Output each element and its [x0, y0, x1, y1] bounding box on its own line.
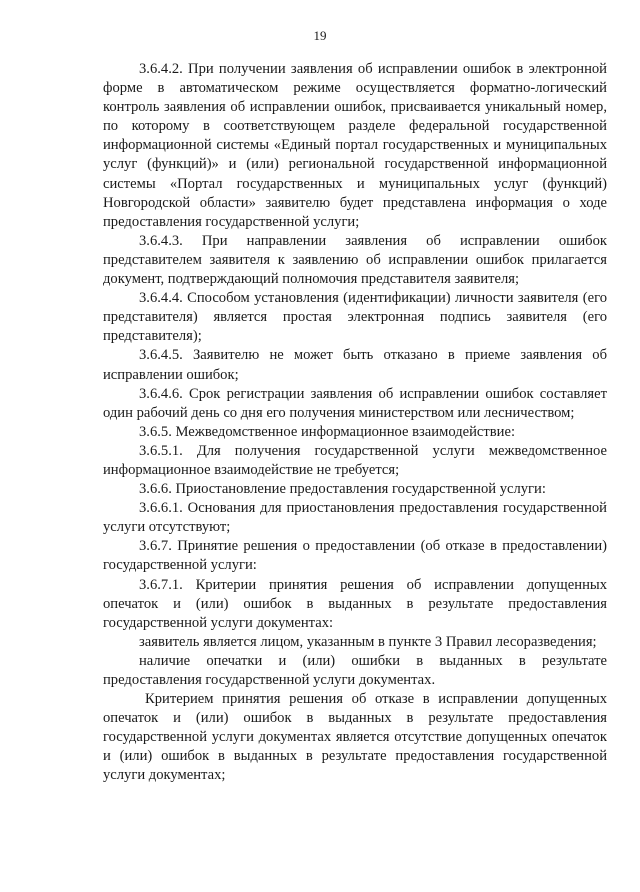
paragraph-3-6-5-1: 3.6.5.1. Для получения государственной услуги межведомственное информационное взаимодействие не требуется;: [103, 442, 607, 478]
refusal-criterion: Критерием принятия решения об отказе в исправлении допущенных опечаток и (или) ошибок в выданных в результате предоставления государственной услуги документах является отсутствие допущенных опечаток и (или) ошибок в выданных в результате предоставления государственной услуги документах;: [103, 691, 607, 784]
paragraph-3-6-6: 3.6.6. Приостановление предоставления государственной услуги:: [139, 481, 546, 498]
paragraph-3-6-5: 3.6.5. Межведомственное информационное взаимодействие:: [139, 423, 516, 440]
page-number: 19: [313, 28, 327, 43]
paragraph-3-6-7-1: 3.6.7.1. Критерии принятия решения об исправлении допущенных опечаток и (или) ошибок в выданных в результате предоставления государственной услуги документах:: [103, 576, 607, 631]
paragraph-3-6-6-1: 3.6.6.1. Основания для приостановления предоставления государственной услуги отсутствуют;: [103, 500, 607, 536]
criterion-typo-present: наличие опечатки и (или) ошибки в выданных в результате предоставления государственной услуги документах.: [103, 652, 607, 688]
paragraph-3-6-4-6: 3.6.4.6. Срок регистрации заявления об исправлении ошибок составляет один рабочий день со дня его получения министерством или лесничеством;: [103, 385, 607, 421]
paragraph-3-6-7: 3.6.7. Принятие решения о предоставлении (об отказе в предоставлении) государственной услуги:: [103, 538, 607, 574]
criterion-applicant: заявитель является лицом, указанным в пункте 3 Правил лесоразведения;: [139, 633, 597, 650]
paragraph-3-6-4-2: 3.6.4.2. При получении заявления об исправлении ошибок в электронной форме в автоматическом режиме осуществляется форматно-логический контроль заявления об исправлении ошибок, присваивается уникальный номер, по которому в соответствующем разделе федеральной государственной информационной системы «Единый портал государственных и муниципальных услуг (функций)» и (или) региональной государственной информационной системы «Портал государственных и муниципальных услуг (функций) Новгородской области» заявителю будет представлена информация о ходе предоставления государственной услуги;: [103, 61, 607, 230]
paragraph-3-6-4-4: 3.6.4.4. Способом установления (идентификации) личности заявителя (его представителя) является простая электронная подпись заявителя (его представителя);: [103, 290, 607, 345]
paragraph-3-6-4-3: 3.6.4.3. При направлении заявления об исправлении ошибок представителем заявителя к заявлению об исправлении ошибок прилагается документ, подтверждающий полномочия представителя заявителя;: [103, 232, 607, 288]
document-body: [103, 60, 607, 786]
paragraph-3-6-4-5: 3.6.4.5. Заявителю не может быть отказано в приеме заявления об исправлении ошибок;: [103, 347, 607, 383]
